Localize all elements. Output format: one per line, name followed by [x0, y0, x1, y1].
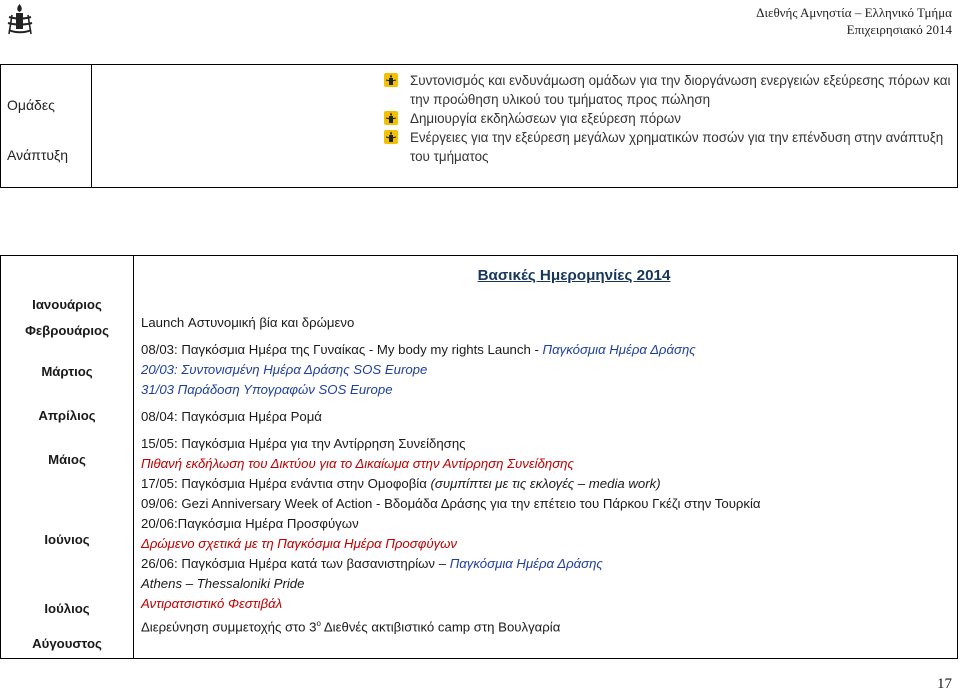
event-jun-refugees: 20/06:Παγκόσμια Ημέρα Προσφύγων	[141, 516, 359, 531]
event-jul-festival: Αντιρατσιστικό Φεστιβάλ	[141, 596, 283, 611]
bullet-text: Δημιουργία εκδηλώσεων για εξεύρεση πόρων	[410, 111, 681, 126]
month-february: Φεβρουάριος	[25, 323, 109, 338]
key-dates-title: Βασικές Ημερομηνίες 2014	[477, 267, 671, 284]
month-august: Αύγουστος	[32, 636, 102, 651]
bullet-item	[384, 71, 957, 109]
groups-label: Ομάδες	[7, 97, 55, 113]
event-jun-torture: 26/06: Παγκόσμια Ημέρα κατά των βασανιστηρίων – Παγκόσμια Ημέρα Δράσης	[141, 556, 603, 571]
key-dates-table	[0, 255, 958, 659]
bullet-text: Ενέργειες για την εξεύρεση μεγάλων χρηματικών ποσών για την επένδυση στην ανάπτυξη του τμήματος	[410, 130, 944, 164]
candle-bullet-icon	[384, 73, 398, 87]
month-january: Ιανουάριος	[32, 297, 102, 312]
month-march: Μάρτιος	[41, 364, 93, 379]
event-apr-roma: 08/04: Παγκόσμια Ημέρα Ρομά	[141, 409, 322, 424]
page-header	[756, 4, 952, 38]
event-jun-gezi: 09/06: Gezi Anniversary Week of Action - Βδομάδα Δράσης για την επέτειο του Πάρκου Γκέζι στην Τουρκία	[141, 496, 761, 511]
month-july: Ιούλιος	[44, 601, 90, 616]
events-list	[141, 313, 957, 637]
candle-bullet-icon	[384, 130, 398, 144]
bullet-item	[384, 128, 957, 166]
months-cell	[1, 256, 134, 659]
events-cell	[134, 256, 958, 659]
event-aug-camp: Διερεύνηση συμμετοχής στο $3^o$ Διεθνές ακτιβιστικό camp στη Βουλγαρία	[141, 619, 561, 635]
month-april: Απρίλιος	[38, 408, 96, 423]
event-jul-pride: Athens – Thessaloniki Pride	[141, 576, 305, 591]
event-mar-sos-day: 20/03: Συντονισμένη Ημέρα Δράσης SOS Europe	[141, 362, 428, 377]
bullets-cell	[92, 65, 958, 188]
left-labels-cell	[1, 65, 92, 188]
month-june: Ιούνιος	[44, 532, 90, 547]
event-may-network: Πιθανή εκδήλωση του Δικτύου για το Δικαίωμα στην Αντίρρηση Συνείδησης	[141, 456, 574, 471]
header-plan: Επιχειρησιακό 2014	[846, 22, 952, 37]
month-may: Μάιος	[48, 452, 86, 467]
bullet-item	[384, 109, 957, 128]
development-label: Ανάπτυξη	[7, 147, 69, 163]
event-may-objection: 15/05: Παγκόσμια Ημέρα για την Αντίρρηση Συνείδησης	[141, 436, 466, 451]
event-jun-refugee-act: Δρώμενο σχετικά με τη Παγκόσμια Ημέρα Προσφύγων	[141, 536, 458, 551]
page-number: 17	[937, 676, 952, 692]
event-mar-womens-day: 08/03: Παγκόσμια Ημέρα της Γυναίκας - My body my rights Launch - Παγκόσμια Ημέρα Δράσης	[141, 342, 696, 357]
event-mar-signatures: 31/03 Παράδοση Υπογραφών SOS Europe	[141, 382, 393, 397]
candle-bullet-icon	[384, 111, 398, 125]
event-may-homophobia: 17/05: Παγκόσμια Ημέρα ενάντια στην Ομοφοβία (συμπίπτει με τις εκλογές – media work)	[141, 476, 661, 491]
event-feb: Launch Αστυνομική βία και δρώμενο	[141, 315, 355, 330]
bullet-text: Συντονισμός και ενδυνάμωση ομάδων για την διοργάνωση ενεργειών εξεύρεσης πόρων και την προώθηση υλικού του τμήματος προς πώληση	[410, 73, 951, 107]
header-org: Διεθνής Αμνηστία – Ελληνικό Τμήμα	[756, 5, 952, 20]
groups-development-table	[0, 64, 958, 188]
amnesty-candle-logo	[6, 3, 34, 37]
